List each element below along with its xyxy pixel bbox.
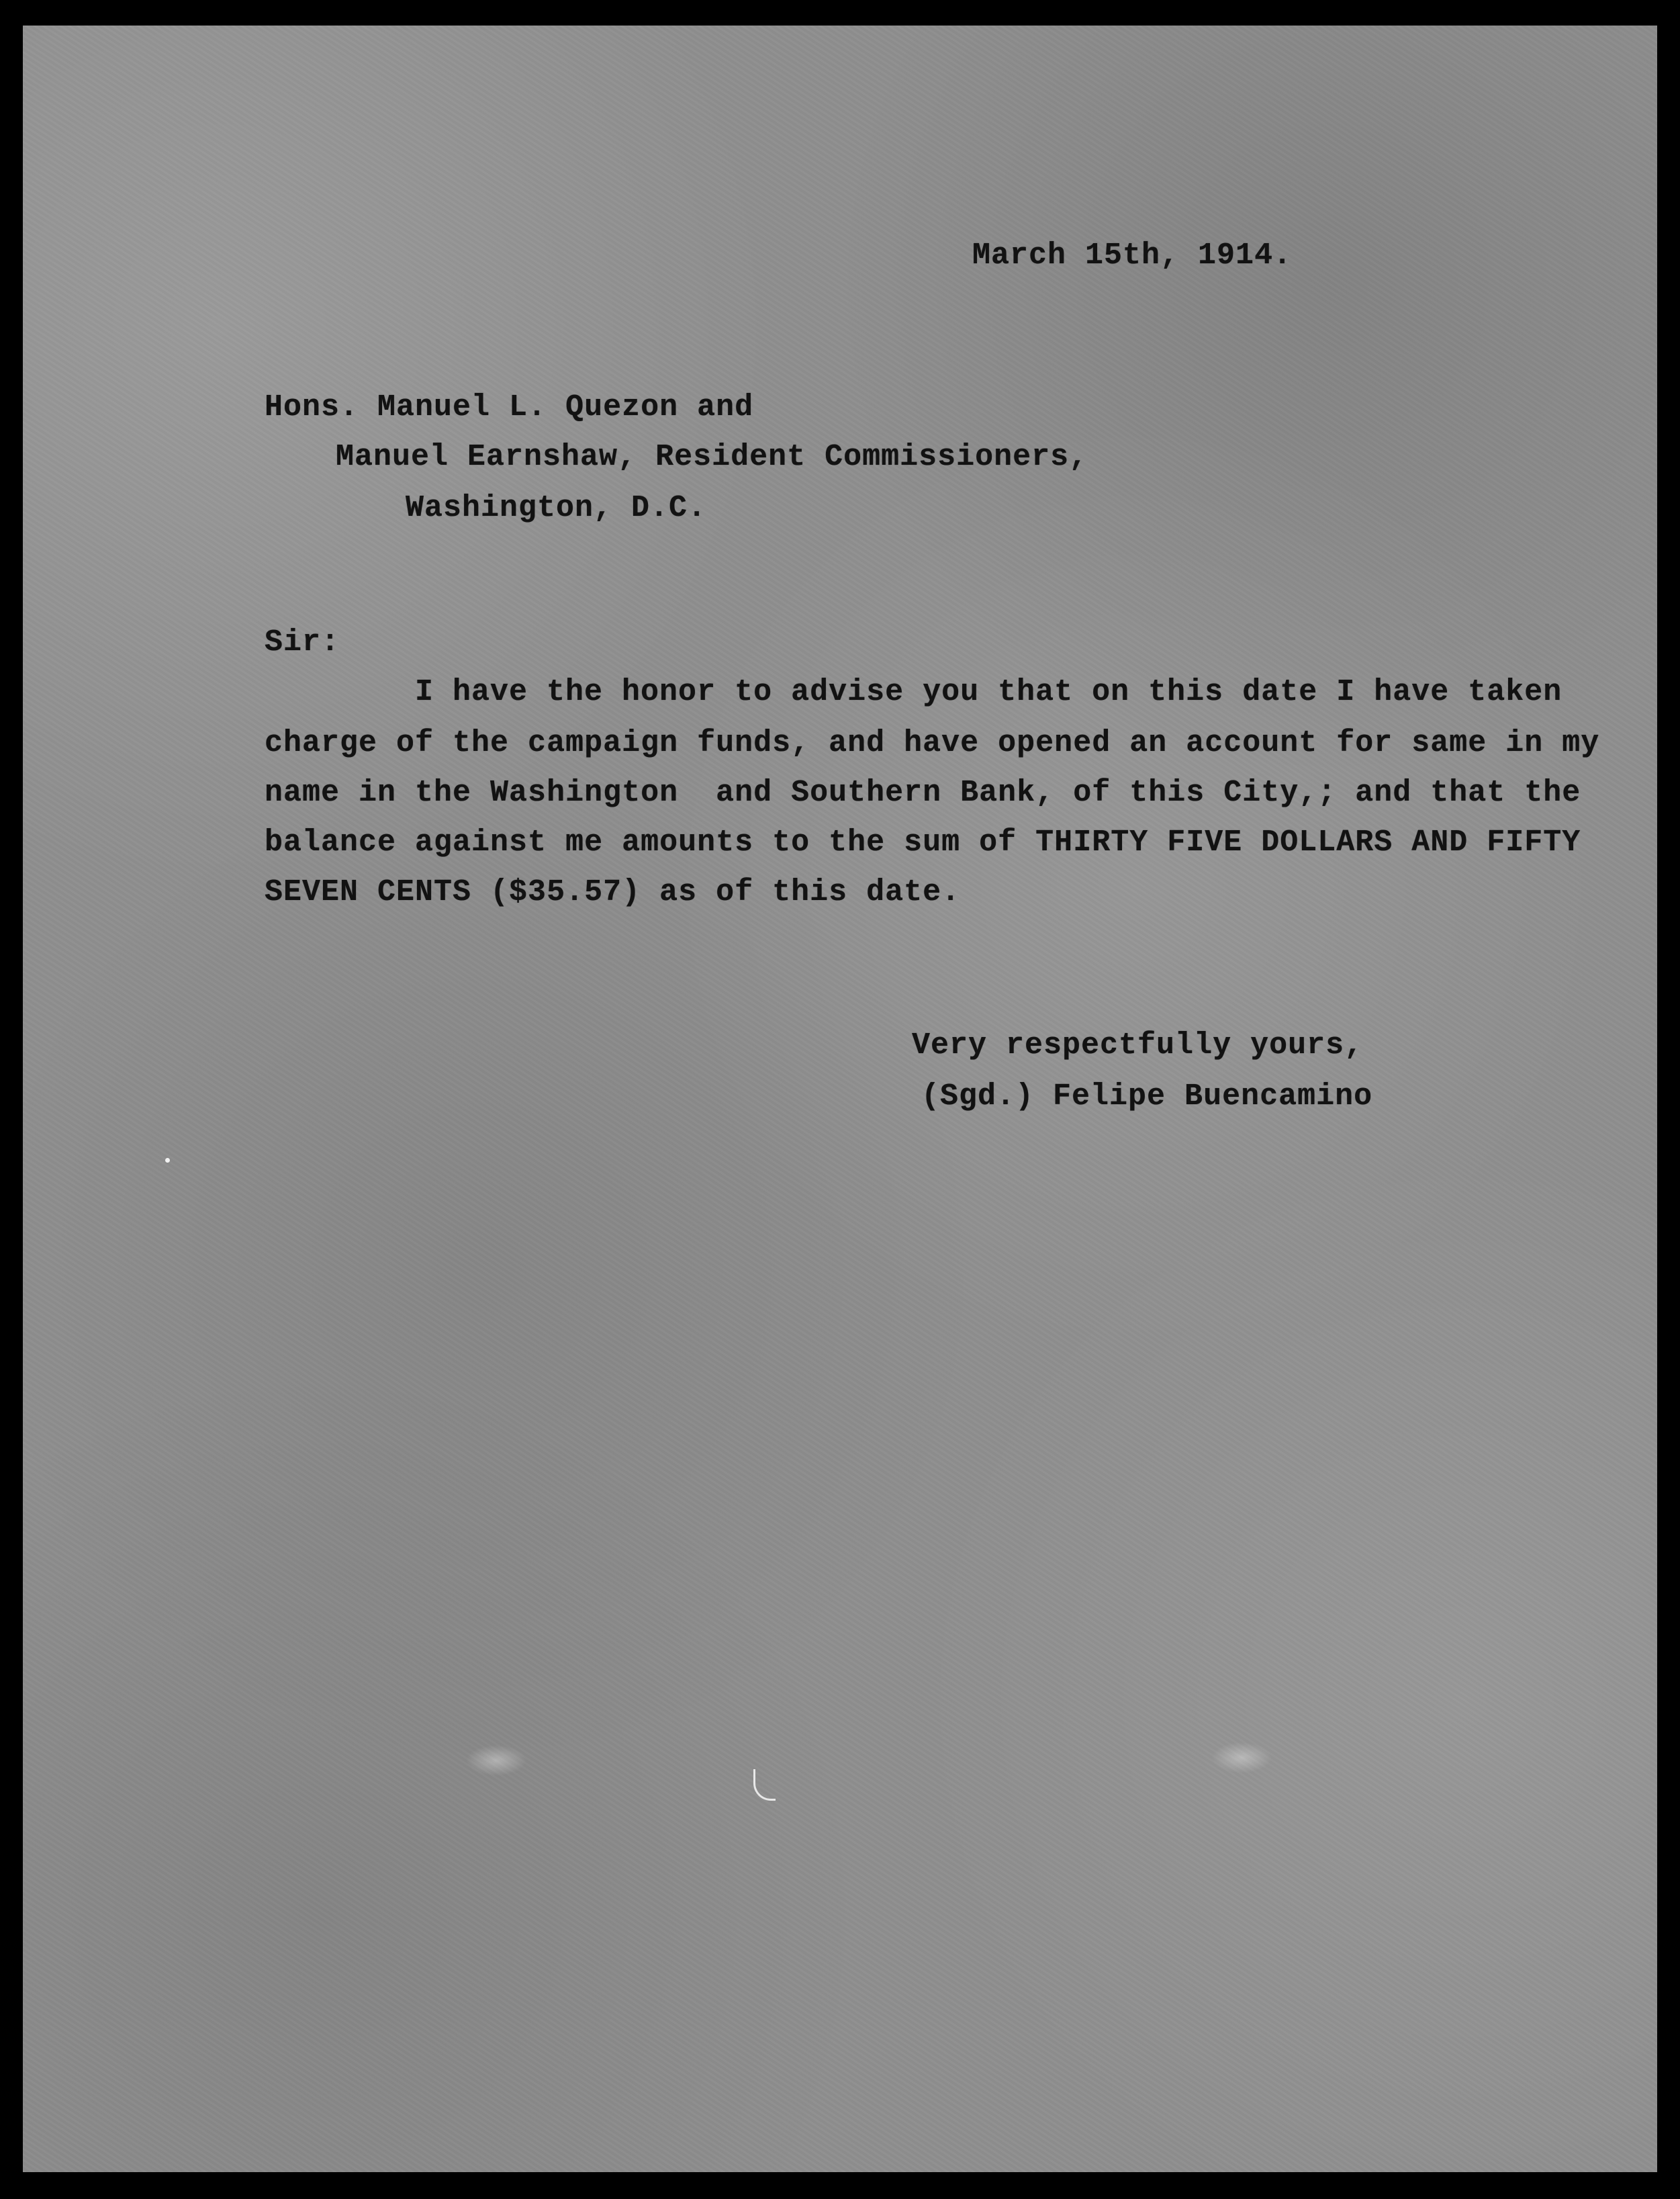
signature: (Sgd.) Felipe Buencamino [921,1079,1373,1114]
body-line: SEVEN CENTS ($35.57) as of this date. [265,875,961,909]
letter-page [23,26,1657,2172]
salutation: Sir: [265,625,340,660]
paper-mark [753,1769,776,1801]
recipient-line-2: Manuel Earnshaw, Resident Commissioners, [336,440,1088,474]
paper-glare [466,1745,526,1776]
recipient-line-3: Washington, D.C. [406,491,707,525]
letter-date: March 15th, 1914. [972,238,1293,273]
body-line: name in the Washington and Southern Bank, of this City,; and that the [265,776,1581,810]
paper-glare [1211,1742,1272,1773]
body-line: charge of the campaign funds, and have opened an account for same in my [265,726,1600,760]
recipient-line-1: Hons. Manuel L. Quezon and [265,390,754,424]
body-line: I have the honor to advise you that on this date I have taken [415,675,1562,709]
paper-speck [165,1158,170,1163]
closing: Very respectfully yours, [912,1028,1364,1063]
body-line: balance against me amounts to the sum of THIRTY FIVE DOLLARS AND FIFTY [265,825,1581,860]
